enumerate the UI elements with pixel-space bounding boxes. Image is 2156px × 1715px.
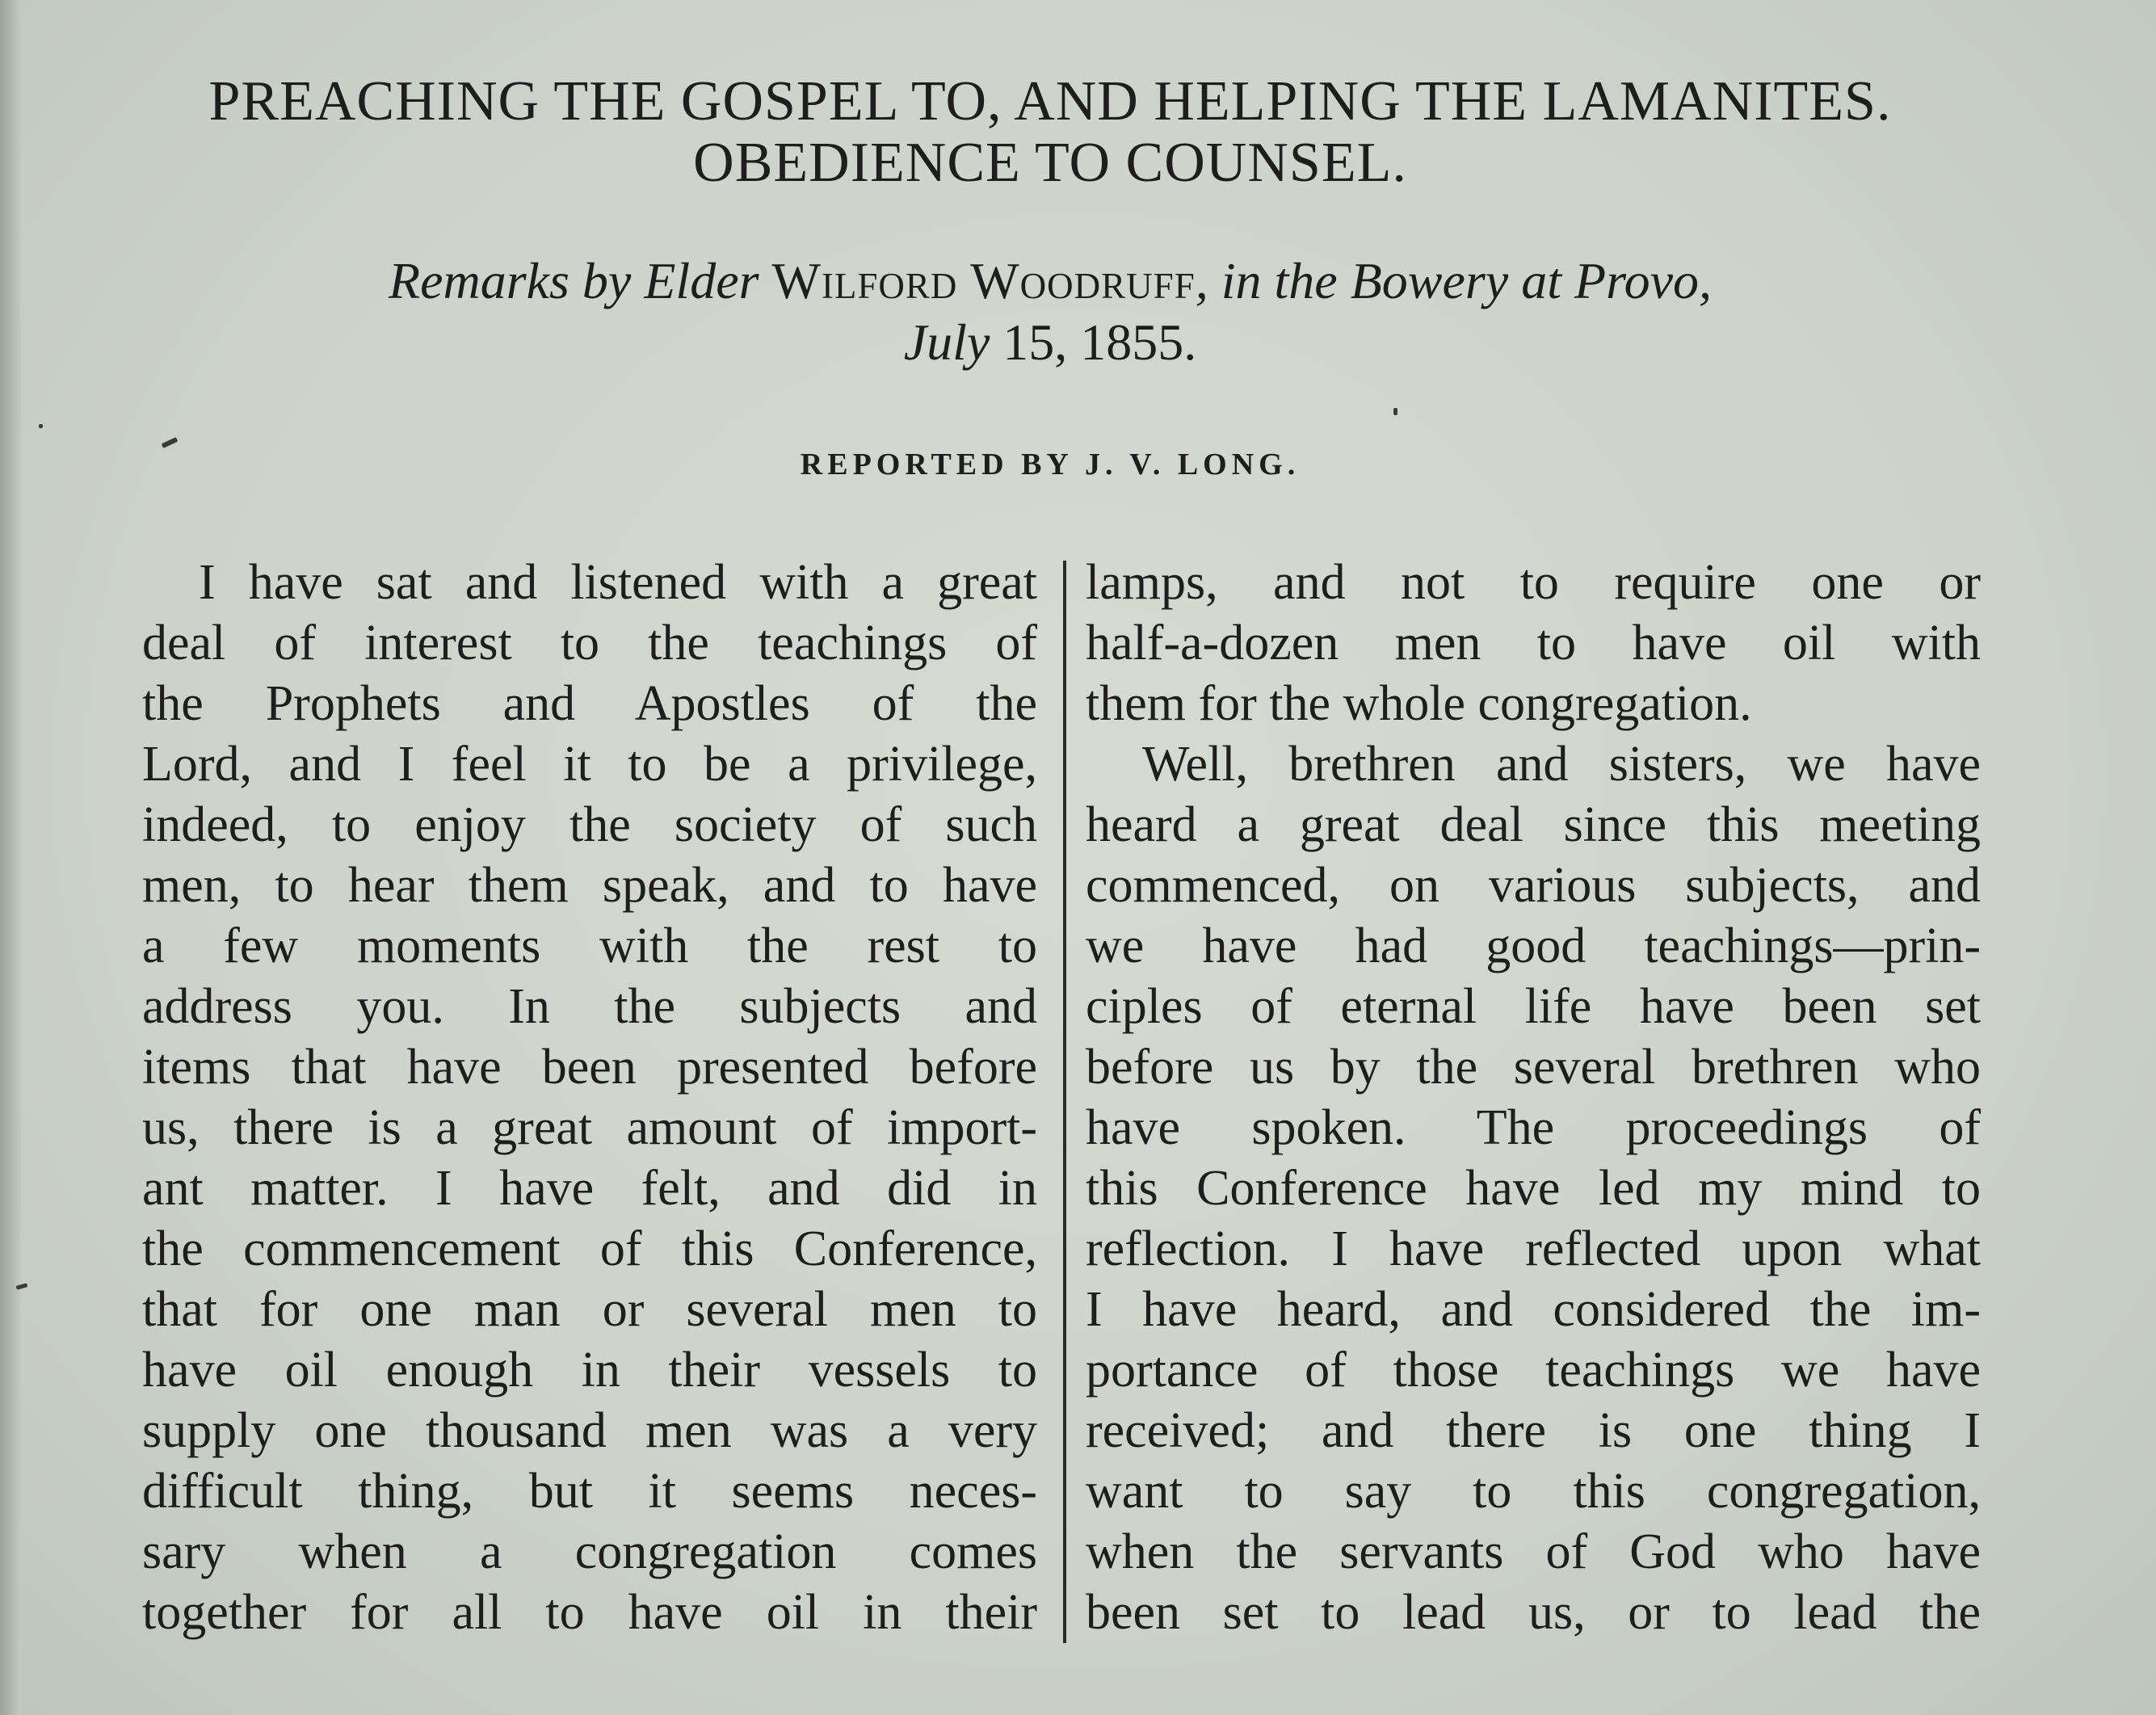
- article-title: PREACHING THE GOSPEL TO, AND HELPING THE LAMANITES.: [208, 70, 1892, 132]
- text-line: supply one thousand men was a very: [142, 1403, 1037, 1458]
- ink-speck: [39, 424, 43, 428]
- text-line: portance of those teachings we have: [1086, 1343, 1981, 1398]
- text-line: address you. In the subjects and: [142, 979, 1037, 1034]
- text-line: Well, brethren and sisters, we have: [1142, 737, 1981, 792]
- text-line: difficult thing, but it seems neces-: [142, 1464, 1037, 1519]
- text-line: we have had good teachings—prin-: [1086, 918, 1981, 973]
- text-line: the Prophets and Apostles of the: [142, 676, 1037, 731]
- byline-location: , in the Bowery at Provo,: [1195, 252, 1713, 309]
- text-line: them for the whole congregation.: [1086, 676, 1752, 731]
- text-line: Lord, and I feel it to be a privilege,: [142, 737, 1037, 792]
- speaker-name: Wilford Woodruff: [771, 252, 1196, 309]
- text-line: I have sat and listened with a great: [199, 555, 1037, 610]
- text-line: sary when a congregation comes: [142, 1524, 1037, 1579]
- text-line: want to say to this congregation,: [1086, 1464, 1981, 1519]
- text-line: that for one man or several men to: [142, 1282, 1037, 1337]
- text-line: I have heard, and considered the im-: [1086, 1282, 1981, 1337]
- left-column: [142, 553, 1037, 1643]
- text-line: heard a great deal since this meeting: [1086, 797, 1981, 852]
- text-line: when the servants of God who have: [1086, 1524, 1981, 1579]
- text-line: a few moments with the rest to: [142, 918, 1037, 973]
- text-line: ant matter. I have felt, and did in: [142, 1161, 1037, 1216]
- date-month: July: [903, 313, 990, 371]
- text-line: this Conference have led my mind to: [1086, 1161, 1981, 1216]
- right-column: [1086, 553, 1981, 1643]
- byline-date: [121, 312, 1979, 373]
- text-line: men, to hear them speak, and to have: [142, 858, 1037, 913]
- text-line: items that have been presented before: [142, 1040, 1037, 1095]
- date-rest: 15, 1855.: [1002, 313, 1197, 371]
- byline-prefix: Remarks by Elder: [388, 252, 759, 309]
- text-line: commenced, on various subjects, and: [1086, 858, 1981, 913]
- text-line: the commencement of this Conference,: [142, 1221, 1037, 1276]
- text-line: before us by the several brethren who: [1086, 1040, 1981, 1095]
- text-line: half-a-dozen men to have oil with: [1086, 616, 1981, 670]
- text-line: ciples of eternal life have been set: [1086, 979, 1981, 1034]
- text-line: received; and there is one thing I: [1086, 1403, 1981, 1458]
- text-line: indeed, to enjoy the society of such: [142, 797, 1037, 852]
- text-line: have oil enough in their vessels to: [142, 1343, 1037, 1398]
- text-line: together for all to have oil in their: [142, 1585, 1037, 1640]
- text-line: have spoken. The proceedings of: [1086, 1100, 1981, 1155]
- text-line: reflection. I have reflected upon what: [1086, 1221, 1981, 1276]
- reporter-credit: REPORTED BY J. V. LONG.: [800, 448, 1301, 481]
- page-edge-shadow: [0, 0, 21, 1715]
- text-line: lamps, and not to require one or: [1086, 555, 1981, 610]
- text-line: been set to lead us, or to lead the: [1086, 1585, 1981, 1640]
- text-line: us, there is a great amount of import-: [142, 1100, 1037, 1155]
- text-line: deal of interest to the teachings of: [142, 616, 1037, 670]
- article-subtitle: OBEDIENCE TO COUNSEL.: [693, 132, 1407, 194]
- ink-speck: [1393, 408, 1397, 415]
- byline: [121, 250, 1979, 312]
- column-divider: [1063, 561, 1066, 1643]
